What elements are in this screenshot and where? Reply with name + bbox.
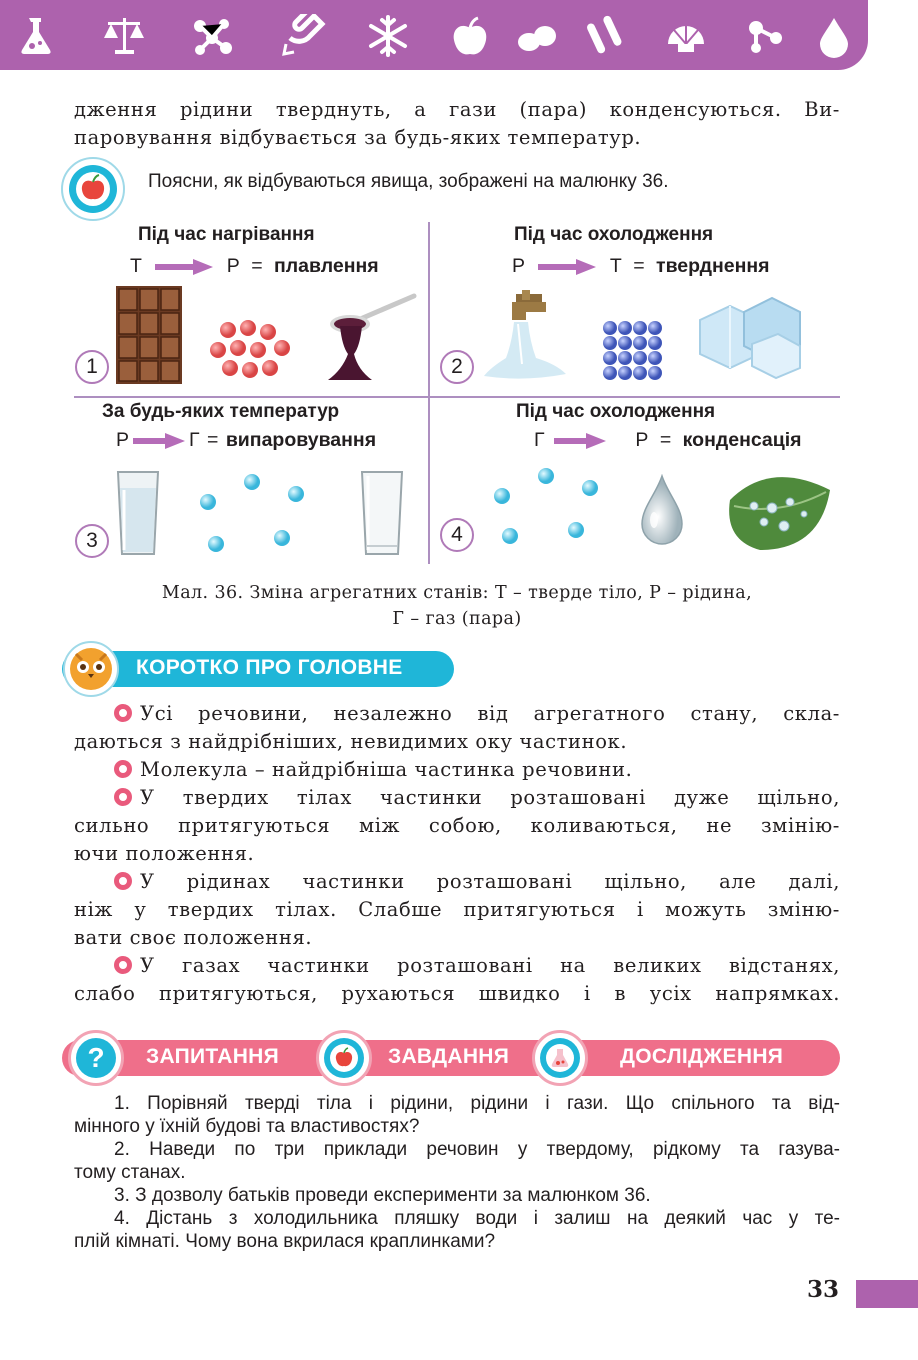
prompt-text: Поясни, як відбуваються явища, зображені на малюнку 36. (148, 171, 669, 192)
state-from: Р (116, 429, 130, 451)
equals-sign: = (659, 429, 672, 451)
apple-icon (448, 14, 492, 58)
flask-icon (14, 14, 58, 58)
ice-cubes-image (694, 290, 806, 382)
state-from: Т (130, 255, 142, 277)
state-to: Р (226, 255, 240, 277)
question-line: 1. Порівняй тверді тіла і рідини, рідини і гази. Що спільного та від- (114, 1093, 840, 1114)
shell-icon (664, 14, 708, 58)
summary-line: У рідинах частинки розташовані щільно, але далі, (140, 870, 840, 893)
summary-line: У твердих тілах частинки розташовані дуже щільно, (140, 786, 840, 809)
quadrant-1-number: 1 (75, 350, 109, 384)
stones-icon (514, 14, 558, 58)
chocolate-bar-image (116, 286, 182, 384)
bullet-icon (114, 872, 132, 890)
quadrant-4-equation (534, 429, 802, 452)
bullet-icon (114, 956, 132, 974)
summary-title: КОРОТКО ПРО ГОЛОВНЕ (136, 656, 403, 679)
quadrant-1-equation (130, 255, 379, 278)
arrow-icon (536, 258, 598, 276)
process-name: тверднення (656, 255, 770, 277)
questions-label: ЗАПИТАННЯ (146, 1045, 280, 1068)
page-number: 33 (807, 1276, 840, 1303)
bullet-icon (114, 788, 132, 806)
summary-text (74, 700, 840, 1008)
owl-icon (58, 640, 124, 698)
quadrant-2-title: Під час охолодження (514, 224, 714, 245)
quadrant-2-equation (512, 255, 770, 278)
quadrant-4-title: Під час охолодження (516, 401, 716, 422)
spoon-with-melted-chocolate-image (318, 290, 418, 384)
question-mark: ? (87, 1042, 105, 1073)
bullet-icon (114, 704, 132, 722)
quadrant-4-number: 4 (440, 518, 474, 552)
leaf-with-dew-image (724, 470, 834, 556)
arrow-icon (552, 432, 608, 450)
state-to: Р (635, 429, 649, 451)
tasks-label: ЗАВДАННЯ (388, 1045, 510, 1068)
text-line: паровування відбувається за будь-яких температур. (74, 126, 642, 149)
summary-line: ніж у твердих тілах. Слабше притягуються і можуть зміню- (74, 898, 840, 921)
state-from: Р (512, 255, 526, 277)
test-tubes-icon (584, 14, 628, 58)
state-from: Г (534, 429, 545, 451)
summary-line: сильно притягуються між собою, коливаються, не змінію- (74, 814, 840, 837)
caption-line: Мал. 36. Зміна агрегатних станів: Т – тверде тіло, Р – рідина, (161, 583, 753, 603)
questions-list (74, 1092, 840, 1253)
caption-line: Г – газ (пара) (392, 609, 522, 629)
summary-line: Усі речовини, незалежно від агрегатного стану, скла- (140, 702, 840, 725)
state-to: Т (609, 255, 622, 277)
question-icon (68, 1030, 124, 1086)
equals-sign: = (207, 429, 219, 451)
arrow-icon (131, 432, 187, 450)
quadrant-2-number: 2 (440, 350, 474, 384)
summary-line: ючи положення. (74, 842, 255, 865)
state-to: Г (189, 429, 200, 451)
faucet-water-image (482, 288, 568, 380)
magnet-icon (282, 14, 326, 58)
tasks-apple-icon (316, 1030, 372, 1086)
figure-divider-vertical (428, 222, 430, 564)
question-line: 4. Дістань з холодильника пляшку води і залиш на деякий час у те- (114, 1208, 840, 1229)
summary-line: У газах частинки розташовані на великих відстанях, (140, 954, 840, 977)
question-line: 3. З дозволу батьків проведи експерименти за малюнком 36. (114, 1185, 651, 1206)
research-label: ДОСЛІДЖЕННЯ (620, 1045, 784, 1068)
task-apple-icon (60, 156, 126, 226)
summary-line: Молекула – найдрібніша частинка речовини. (140, 758, 633, 781)
equals-sign: = (251, 255, 263, 277)
process-name: плавлення (274, 255, 379, 277)
drop-icon (812, 14, 856, 58)
question-line: плій кімнаті. Чому вона вкрилася краплинками? (74, 1231, 496, 1252)
quadrant-3-title: За будь-яких температур (102, 401, 340, 422)
bullet-icon (114, 760, 132, 778)
figure-divider-horizontal (74, 396, 840, 398)
question-line: 2. Наведи по три приклади речовин у твердому, рідкому та газува- (114, 1139, 840, 1160)
page-number-bar (856, 1280, 918, 1308)
scales-icon (102, 14, 146, 58)
snowflake-icon (366, 14, 410, 58)
arrow-icon (153, 258, 215, 276)
vapor-particles-image (490, 466, 606, 546)
empty-glass-image (360, 470, 404, 556)
process-name: випаровування (225, 429, 377, 451)
liquid-particles-image (602, 320, 664, 382)
figure-caption (74, 580, 840, 632)
equals-sign: = (633, 255, 645, 277)
solid-particles-image (206, 320, 296, 382)
water-drop-image (640, 474, 684, 546)
summary-line: слабо притягуються, рухаються швидко і в усіх напрямках. (74, 982, 840, 1005)
quadrant-3-equation (116, 429, 376, 452)
quadrant-1-title: Під час нагрівання (138, 224, 315, 245)
research-flask-icon (532, 1030, 588, 1086)
glass-of-water-image (116, 470, 160, 556)
intro-paragraph (74, 96, 840, 152)
atoms-icon (744, 14, 788, 58)
quadrant-3-number: 3 (75, 524, 109, 558)
header-banner (0, 0, 868, 70)
summary-line: вати своє положення. (74, 926, 313, 949)
question-line: тому станах. (74, 1162, 186, 1183)
molecule-icon (190, 14, 234, 58)
summary-line: даються з найдрібніших, невидимих оку частинок. (74, 730, 628, 753)
text-line: дження рідини тверднуть, а гази (пара) конденсуються. Ви- (74, 98, 840, 121)
gas-particles-image (196, 470, 312, 556)
question-line: мінного у їхній будові та властивостях? (74, 1116, 420, 1137)
process-name: конденсація (682, 429, 802, 451)
